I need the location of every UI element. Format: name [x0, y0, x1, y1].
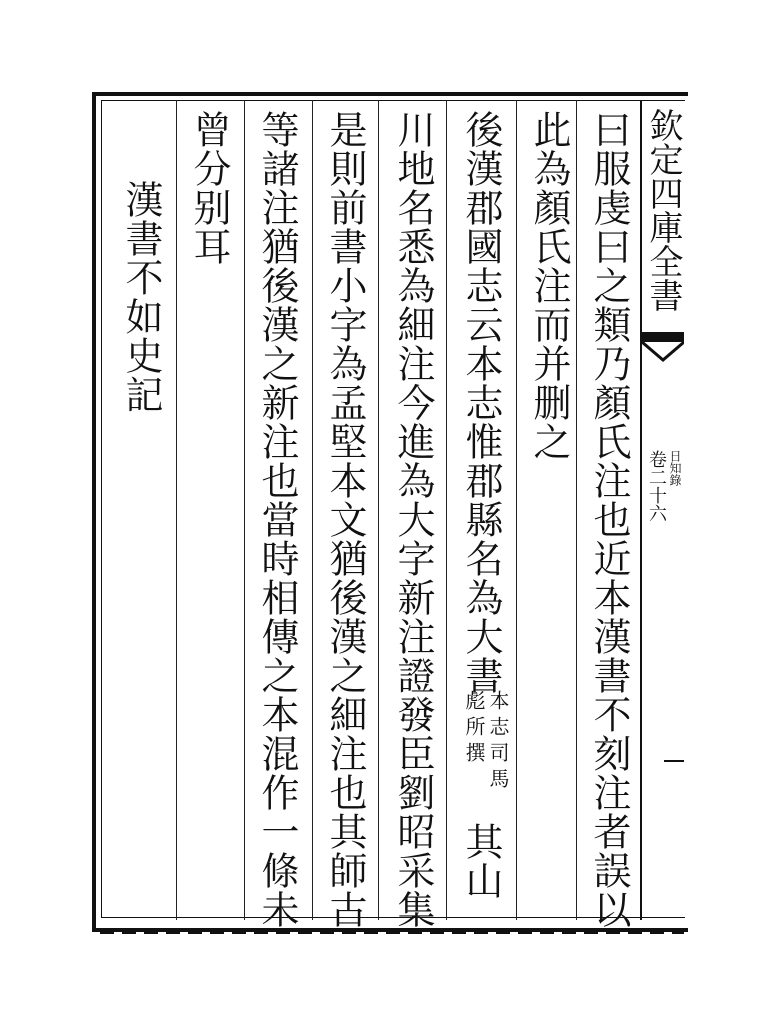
annotation-note-right: 本志司馬 — [486, 690, 510, 794]
column-3-main: 後漢郡國志云本志惟郡縣名為大書 — [459, 110, 503, 695]
text-column-4: 川地名悉為細注今進為大字新注證發臣劉昭采集 — [391, 110, 435, 929]
text-column-5: 是則前書小字為孟堅本文猶後漢之細注也其師古 — [323, 110, 367, 929]
section-heading: 漢書不如史記 — [119, 180, 163, 414]
margin-tick — [664, 760, 684, 762]
text-column-1: 曰服虔曰之類乃顏氏注也近本漢書不刻注者誤以 — [587, 110, 631, 929]
column-divider — [244, 100, 245, 920]
text-column-2: 此為顏氏注而并删之 — [527, 110, 571, 461]
volume-subtitle: 日知錄 — [668, 450, 682, 486]
text-column-7: 曾分别耳 — [187, 110, 231, 266]
column-3-tail: 其山 — [459, 822, 503, 900]
book-title: 欽定四庫全書 — [643, 108, 683, 312]
volume-number: 卷二十六 — [646, 450, 667, 522]
column-divider — [378, 100, 379, 920]
text-column-6: 等諸注猶後漢之新注也當時相傳之本混作一條未 — [255, 110, 299, 929]
column-divider — [576, 100, 577, 920]
fish-tail-mark-icon — [642, 332, 684, 362]
column-divider — [312, 100, 313, 920]
annotation-note-left: 彪所撰 — [462, 690, 486, 768]
column-divider — [516, 100, 517, 920]
bottom-rule — [100, 932, 684, 934]
column-divider — [446, 100, 447, 920]
column-divider — [176, 100, 177, 920]
text-column-3 — [460, 110, 502, 695]
